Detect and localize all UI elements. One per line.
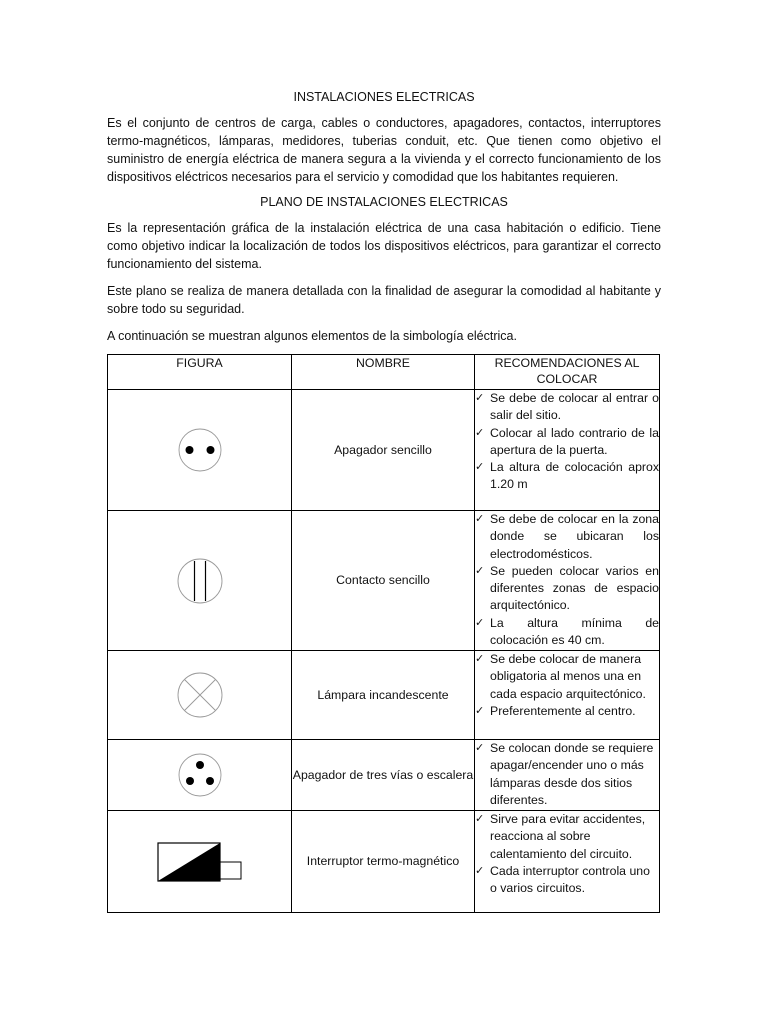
- list-item: ✓ Se debe colocar de manera obligatoria al menos una en cada espacio arquitectónico.: [475, 652, 646, 701]
- apagador-sencillo-symbol: [175, 425, 225, 475]
- recommendations-cell: [475, 811, 660, 913]
- check-icon: ✓: [475, 742, 485, 754]
- header-nombre: NOMBRE: [292, 355, 475, 390]
- table-row: [108, 651, 660, 740]
- table-header-row: [108, 355, 660, 390]
- figure-cell: [108, 511, 292, 651]
- check-icon: ✓: [475, 564, 485, 577]
- figure-cell: [108, 740, 292, 811]
- recommendations-cell: [475, 511, 660, 651]
- name-cell: Apagador sencillo: [292, 390, 475, 511]
- recommendations-cell: [475, 390, 660, 511]
- check-icon: ✓: [475, 513, 485, 525]
- check-icon: ✓: [475, 704, 485, 717]
- table-row: [108, 811, 660, 913]
- name-cell: Contacto sencillo: [292, 511, 475, 651]
- check-icon: ✓: [475, 653, 485, 665]
- figure-cell: [108, 651, 292, 740]
- check-icon: ✓: [475, 616, 485, 629]
- name-cell: Apagador de tres vías o escalera: [292, 740, 475, 811]
- list-item: ✓ Se colocan donde se requiere apagar/encender uno o más lámparas desde dos sitios diferentes.: [475, 741, 654, 807]
- check-icon: ✓: [475, 392, 485, 404]
- list-item: ✓ Se pueden colocar varios en diferentes zonas de espacio arquitectónico.: [475, 563, 659, 613]
- paragraph-plano-detail: Este plano se realiza de manera detallada con la finalidad de asegurar la comodidad al habitante y sobre todo su seguridad.: [107, 284, 661, 316]
- paragraph-definition: Es el conjunto de centros de carga, cables o conductores, apagadores, contactos, interruptores termo-magnéticos, lámparas, medidores, tuberias conduit, etc. Que tienen como objetivo el suministro de energía eléctrica de manera segura a la vivienda y el correcto funcionamiento de los dispositivos eléctricos necesarios para el servicio y comodidad que los habitantes requieren.: [107, 116, 661, 184]
- heading-plano: PLANO DE INSTALACIONES ELECTRICAS: [260, 195, 508, 209]
- list-item: ✓ Cada interruptor controla uno o varios circuitos.: [475, 863, 650, 896]
- list-item: ✓ La altura de colocación aprox 1.20 m: [475, 460, 659, 492]
- list-item: ✓ Colocar al lado contrario de la apertura de la puerta.: [475, 425, 659, 457]
- list-item: ✓ La altura mínima de colocación es 40 cm.: [475, 615, 659, 648]
- figure-cell: [108, 390, 292, 511]
- document-page: [107, 90, 661, 913]
- contacto-sencillo-symbol: [174, 555, 226, 607]
- check-icon: ✓: [475, 461, 485, 474]
- list-item: ✓ Sirve para evitar accidentes, reacciona al sobre calentamiento del circuito.: [475, 812, 646, 861]
- check-icon: ✓: [475, 426, 485, 439]
- interruptor-termomagnetico-symbol: [155, 840, 245, 884]
- header-figura: FIGURA: [108, 355, 292, 390]
- check-icon: ✓: [475, 813, 485, 825]
- list-item: ✓ Se debe de colocar al entrar o salir del sitio.: [475, 391, 659, 423]
- figure-cell: [108, 811, 292, 913]
- list-item: ✓ Preferentemente al centro.: [475, 703, 659, 720]
- heading-instalaciones: INSTALACIONES ELECTRICAS: [293, 90, 475, 104]
- paragraph-plano-definition: Es la representación gráfica de la instalación eléctrica de una casa habitación o edificio. Tiene como objetivo indicar la localización de todos los dispositivos eléctricos, para garantizar el correcto funcionamiento del sistema.: [107, 221, 661, 271]
- name-cell: Interruptor termo-magnético: [292, 811, 475, 913]
- symbol-table: [107, 354, 660, 913]
- table-row: [108, 511, 660, 651]
- list-item: ✓ Se debe de colocar en la zona donde se ubicaran los electrodomésticos.: [475, 512, 659, 561]
- paragraph-intro-table: A continuación se muestran algunos elementos de la simbología eléctrica.: [107, 329, 517, 343]
- recommendations-cell: [475, 740, 660, 811]
- header-recomendaciones: RECOMENDACIONES AL COLOCAR: [475, 355, 660, 390]
- recommendations-cell: [475, 651, 660, 740]
- name-cell: Lámpara incandescente: [292, 651, 475, 740]
- lampara-incandescente-symbol: [174, 669, 226, 721]
- table-row: [108, 390, 660, 511]
- table-row: [108, 740, 660, 811]
- apagador-tres-vias-symbol: [175, 750, 225, 800]
- check-icon: ✓: [475, 864, 485, 877]
